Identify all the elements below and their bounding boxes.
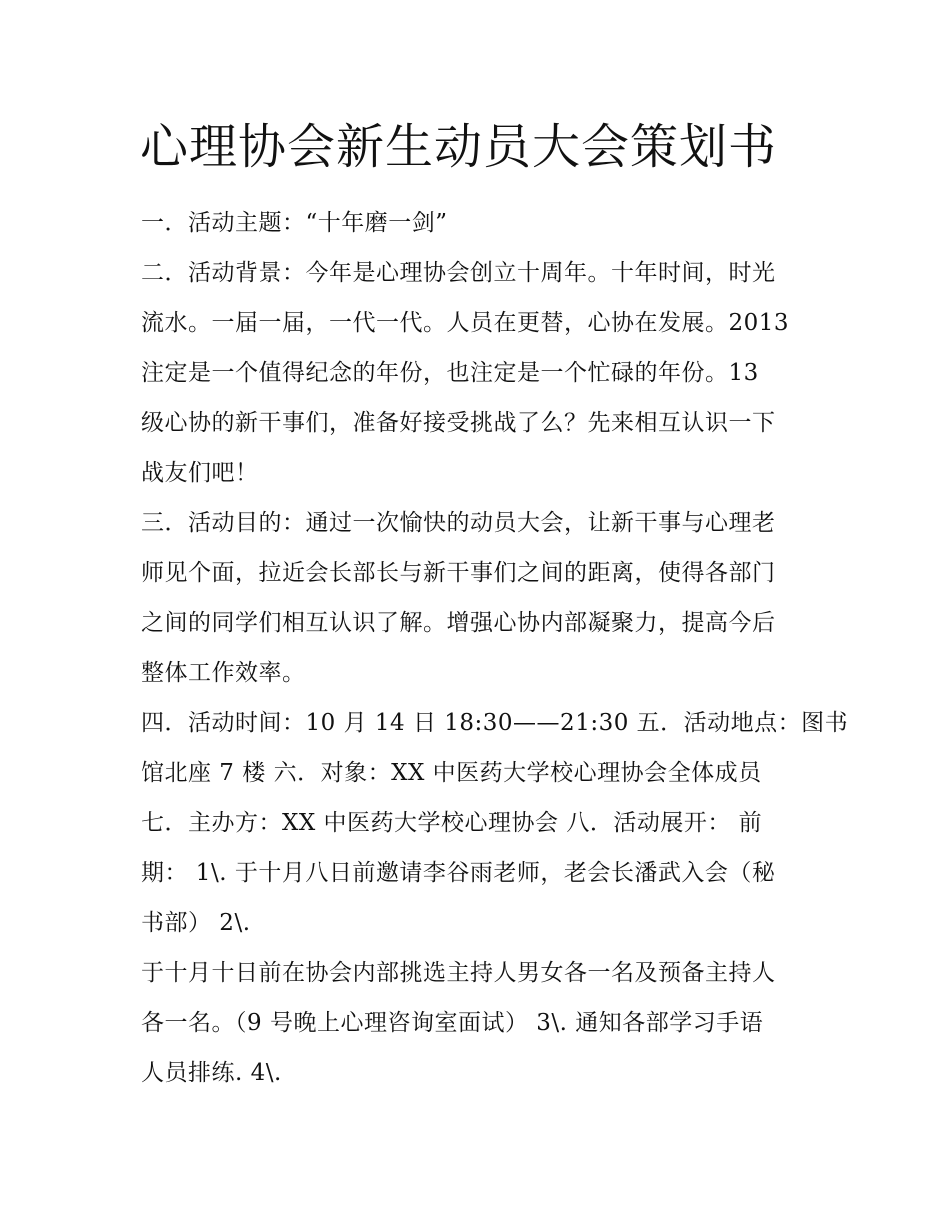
paragraph-line-audience: 馆北座 7 楼 六．对象：XX 中医药大学校心理协会全体成员 — [141, 760, 762, 786]
page-title: 心理协会新生动员大会策划书 — [140, 119, 778, 175]
paragraph-line-time-location: 四．活动时间：10 月 14 日 18:30——21:30 五．活动地点：图书 — [141, 710, 849, 736]
paragraph-line-background-4: 级心协的新干事们，准备好接受挑战了么？先来相互认识一下 — [141, 410, 776, 436]
paragraph-line-background-3: 注定是一个值得纪念的年份，也注定是一个忙碌的年份。13 — [141, 360, 759, 386]
paragraph-line-prep-5: 人员排练. 4\. — [141, 1060, 282, 1086]
paragraph-line-purpose-2: 师见个面，拉近会长部长与新干事们之间的距离，使得各部门 — [141, 560, 776, 586]
paragraph-line-purpose-1: 三．活动目的：通过一次愉快的动员大会，让新干事与心理老 — [141, 510, 776, 536]
document-body — [141, 198, 849, 1098]
paragraph-line-prep-4: 各一名。（9 号晚上心理咨询室面试） 3\. 通知各部学习手语 — [141, 1010, 764, 1036]
paragraph-line-purpose-4: 整体工作效率。 — [141, 660, 306, 686]
paragraph-line-background-5: 战友们吧！ — [141, 460, 259, 486]
paragraph-line-organizer: 七．主办方：XX 中医药大学校心理协会 八．活动展开： 前 — [141, 810, 763, 836]
paragraph-line-prep-1: 期： 1\. 于十月八日前邀请李谷雨老师，老会长潘武入会（秘 — [141, 860, 776, 886]
paragraph-line-purpose-3: 之间的同学们相互认识了解。增强心协内部凝聚力，提高今后 — [141, 610, 776, 636]
paragraph-line-prep-3: 于十月十日前在协会内部挑选主持人男女各一名及预备主持人 — [141, 960, 776, 986]
paragraph-line-prep-2: 书部） 2\. — [141, 910, 251, 936]
paragraph-line-theme: 一．活动主题：“十年磨一剑” — [141, 210, 448, 236]
paragraph-line-background-2: 流水。一届一届，一代一代。人员在更替，心协在发展。2013 — [141, 310, 790, 336]
paragraph-line-background-1: 二．活动背景：今年是心理协会创立十周年。十年时间，时光 — [141, 260, 776, 286]
